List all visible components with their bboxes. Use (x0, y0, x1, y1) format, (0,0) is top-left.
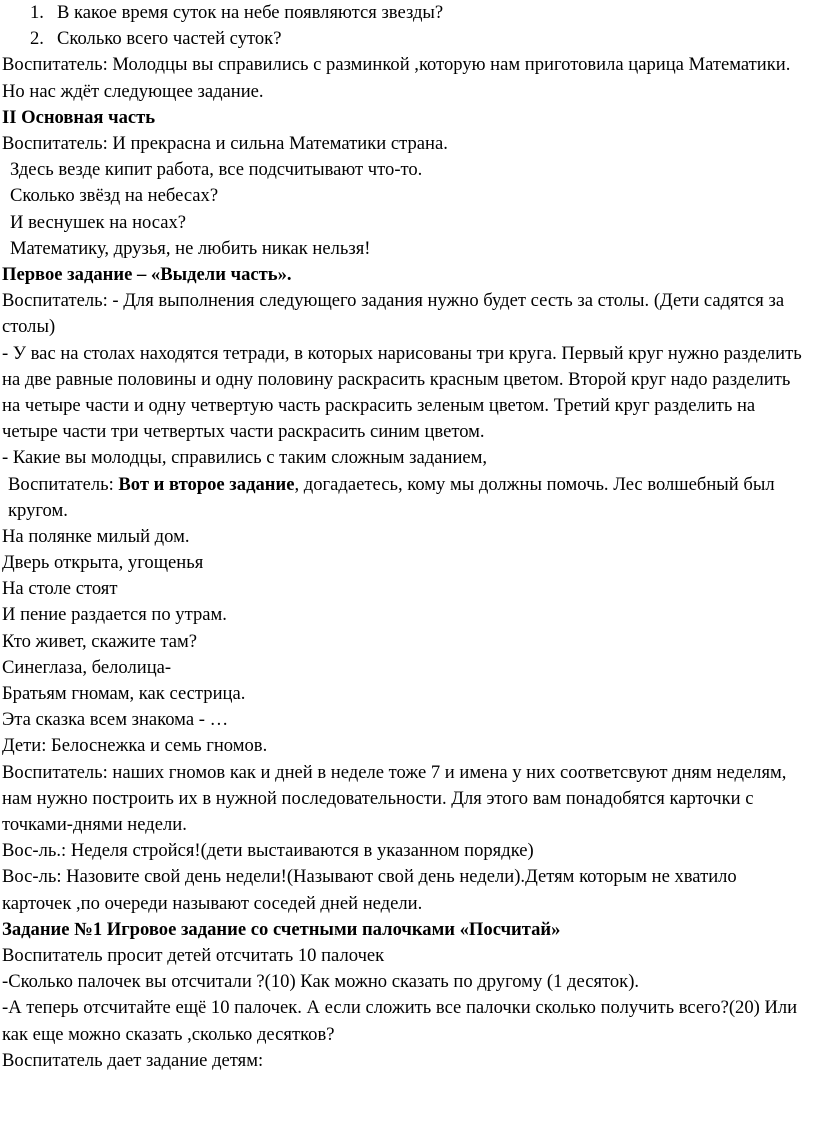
paragraph-text: , догадаетесь, кому мы должны помочь. Лес волшебный был кругом. (8, 473, 775, 521)
poem-line: Математику, друзья, не любить никак нельзя! (10, 237, 371, 259)
paragraph: Воспитатель дает задание детям: (2, 1049, 264, 1071)
poem-line: На столе стоят (2, 578, 118, 600)
poem-line: И пение раздается по утрам. (2, 604, 227, 626)
paragraph: Воспитатель: - Для выполнения следующего задания нужно будет сесть за столы. (Дети садятся за столы) (2, 290, 785, 338)
list-item-text: В какое время суток на небе появляются звезды? (57, 2, 444, 23)
task-label: Вот и второе задание (118, 473, 295, 495)
paragraph (2, 472, 810, 524)
paragraph: Воспитатель просит детей отсчитать 10 палочек (2, 944, 385, 966)
poem-line: И веснушек на носах? (10, 211, 187, 233)
poem-line: Братьям гномам, как сестрица. (2, 683, 246, 705)
task-heading: Первое задание – «Выдели часть». (2, 263, 292, 285)
list-item-text: Сколько всего частей суток? (57, 28, 282, 50)
paragraph: - У вас на столах находятся тетради, в которых нарисованы три круга. Первый круг нужно разделить на две равные половины и одну половину раскрасить красным цветом. Второй круг надо разделить на четыре части и одну четвертую часть раскрасить зеленым цветом. Третий круг разделить на четыре части три четвертых части раскрасить синим цветом. (2, 342, 802, 443)
speaker-label: Воспитатель: (8, 473, 119, 495)
paragraph: -Сколько палочек вы отсчитали ?(10) Как можно сказать по другому (1 десяток). (2, 971, 640, 993)
paragraph: Вос-ль: Назовите свой день недели!(Называют свой день недели).Детям которым не хватило карточек ,по очереди называют соседей дней недели. (2, 866, 737, 914)
paragraph: Воспитатель: наших гномов как и дней в неделе тоже 7 и имена у них соответсвуют дням неделям, нам нужно построить их в нужной последовательности. Для этого вам понадобятся карточки с точками-днями недели. (2, 761, 787, 835)
paragraph: -А теперь отсчитайте ещё 10 палочек. А если сложить все палочки сколько получить всего?(20) Или как еще можно сказать ,сколько десятков? (2, 997, 798, 1045)
poem-line: Кто живет, скажите там? (2, 630, 197, 652)
poem-line: Дверь открыта, угощенья (2, 552, 204, 574)
poem-line: Сколько звёзд на небесах? (10, 185, 219, 207)
poem-line: Здесь везде кипит работа, все подсчитывают что-то. (10, 159, 423, 181)
task-heading: Задание №1 Игровое задание со счетными палочками «Посчитай» (2, 918, 561, 940)
poem-line: Синеглаза, белолица- (2, 656, 172, 678)
section-heading: II Основная часть (2, 106, 156, 128)
paragraph: Воспитатель: Молодцы вы справились с разминкой ,которую нам приготовила царица Математики. Но нас ждёт следующее задание. (2, 54, 791, 102)
list-item (2, 0, 810, 26)
list-number: 2. (30, 28, 44, 50)
poem-line: На полянке милый дом. (2, 525, 190, 547)
poem-line: Дети: Белоснежка и семь гномов. (2, 735, 268, 757)
paragraph: - Какие вы молодцы, справились с таким сложным заданием, (2, 447, 488, 469)
poem-intro: Воспитатель: И прекрасна и сильна Математики страна. (2, 132, 448, 154)
list-item (2, 26, 810, 52)
paragraph: Вос-ль.: Неделя стройся!(дети выстаиваются в указанном порядке) (2, 840, 534, 862)
list-number: 1. (30, 2, 44, 23)
poem-line: Эта сказка всем знакома - … (2, 709, 229, 731)
